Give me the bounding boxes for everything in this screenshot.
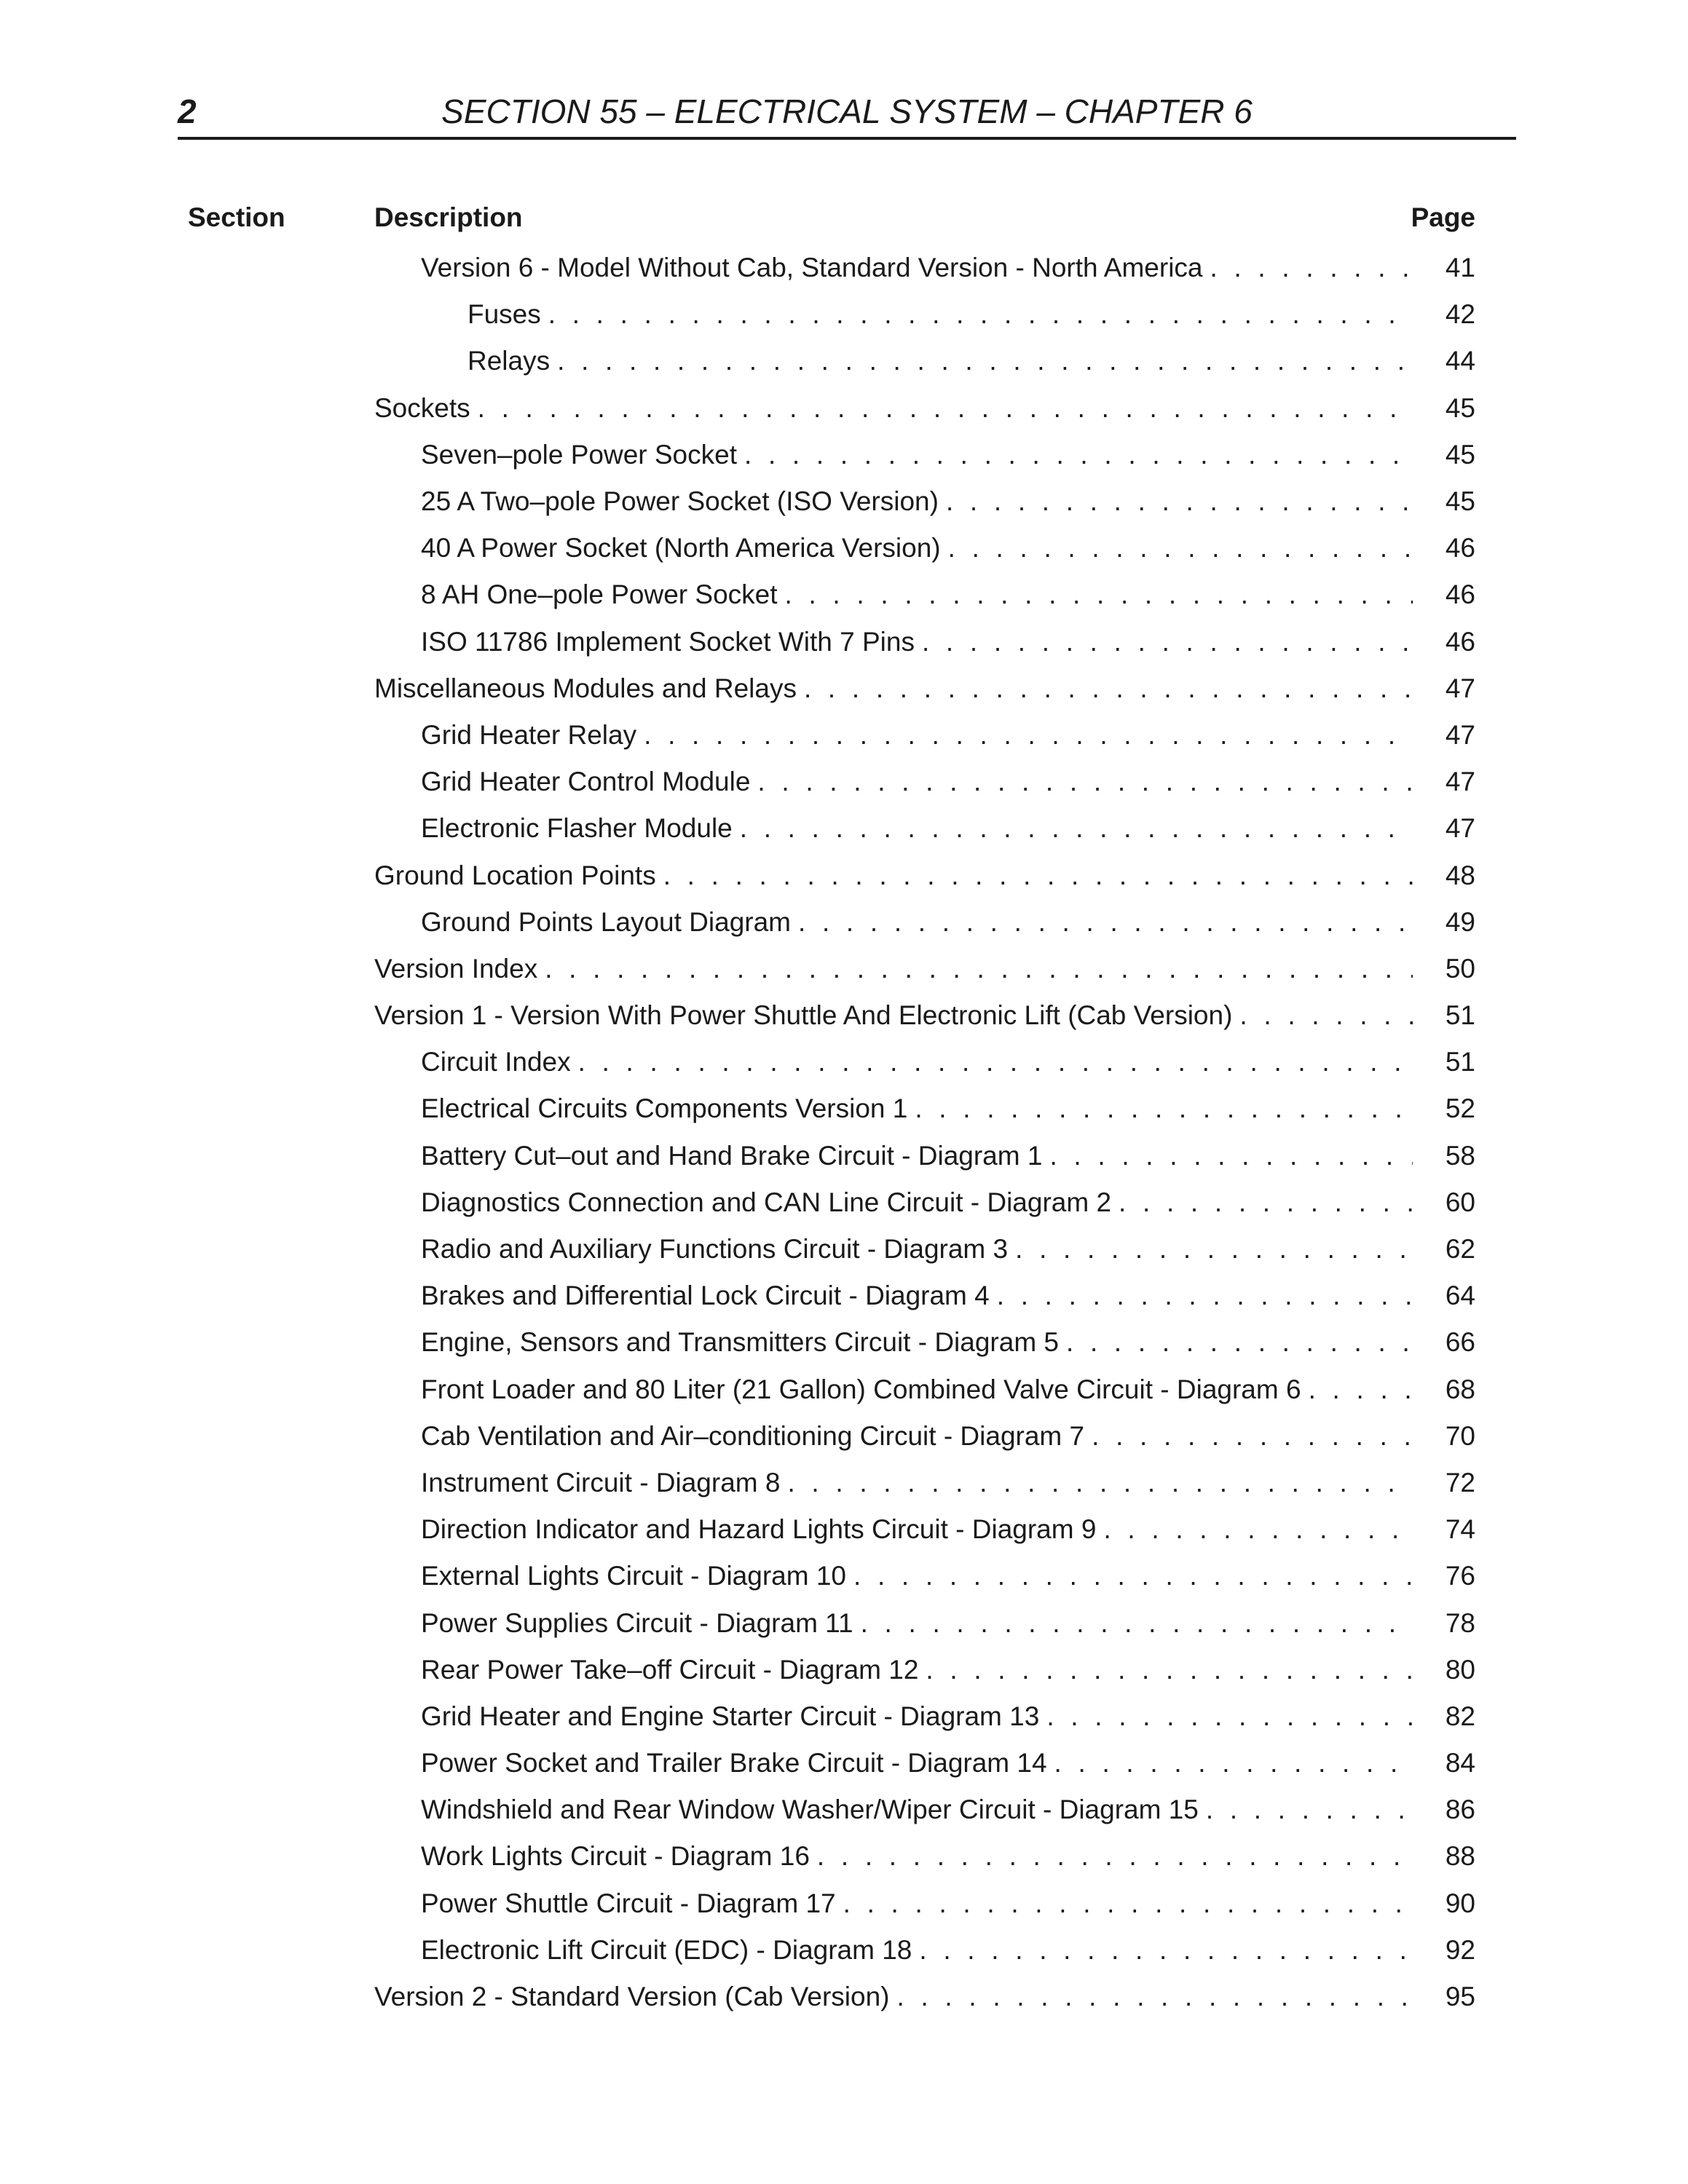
- dot-leader: [836, 1888, 1413, 1919]
- dot-leader: [907, 1093, 1413, 1124]
- toc-entry: [0, 1319, 1688, 1366]
- toc-entry: [0, 385, 1688, 432]
- toc-entry-page: 47: [1445, 719, 1475, 750]
- toc-entry: [0, 1133, 1688, 1179]
- toc-entry: [0, 665, 1688, 712]
- toc-entry-page: 84: [1445, 1748, 1475, 1779]
- dot-leader: [791, 907, 1413, 938]
- dot-leader: [1008, 1234, 1413, 1265]
- toc-entry: [0, 1693, 1688, 1740]
- toc-entry-title: 25 A Two–pole Power Socket (ISO Version): [421, 486, 939, 517]
- dot-leader: [550, 346, 1413, 376]
- toc-entry-page: 42: [1445, 299, 1475, 330]
- dot-leader: [846, 1561, 1413, 1591]
- toc-entry-title: Version 6 - Model Without Cab, Standard Version - North America: [421, 253, 1203, 283]
- dot-leader: [890, 1982, 1413, 2012]
- toc-entry: [0, 1787, 1688, 1833]
- toc-entry-title: Seven–pole Power Socket: [421, 439, 737, 470]
- toc-entry: [0, 1085, 1688, 1132]
- toc-entry-title: Direction Indicator and Hazard Lights Circuit - Diagram 9: [421, 1514, 1097, 1545]
- toc-entry-title: 8 AH One–pole Power Socket: [421, 579, 778, 610]
- toc-entry-page: 49: [1445, 906, 1475, 937]
- toc-entry-title: Front Loader and 80 Liter (21 Gallon) Combined Valve Circuit - Diagram 6: [421, 1374, 1301, 1404]
- toc-entry: [0, 1039, 1688, 1085]
- toc-entry-page: 88: [1445, 1841, 1475, 1872]
- dot-leader: [1301, 1374, 1413, 1405]
- dot-leader: [1042, 1141, 1413, 1171]
- toc-entry-page: 51: [1445, 1000, 1475, 1031]
- column-header-page: Page: [1411, 202, 1475, 232]
- toc-entry-page: 41: [1445, 253, 1475, 283]
- toc-entry: [0, 1273, 1688, 1319]
- toc-entry-title: Electrical Circuits Components Version 1: [421, 1093, 908, 1124]
- dot-leader: [797, 673, 1413, 704]
- toc-entry: [0, 1974, 1688, 2020]
- dot-leader: [1111, 1187, 1413, 1218]
- toc-entry: [0, 946, 1688, 992]
- toc-entry-page: 50: [1445, 953, 1475, 984]
- toc-entry: [0, 245, 1688, 291]
- toc-entry: [0, 1927, 1688, 1974]
- toc-entry-page: 45: [1445, 486, 1475, 517]
- dot-leader: [537, 954, 1413, 984]
- toc-entry-page: 47: [1445, 813, 1475, 844]
- toc-entry: [0, 571, 1688, 618]
- toc-entry-title: Power Socket and Trailer Brake Circuit - Diagram 14: [421, 1748, 1047, 1779]
- toc-entry-title: Cab Ventilation and Air–conditioning Circuit - Diagram 7: [421, 1420, 1085, 1451]
- toc-entry-title: 40 A Power Socket (North America Version): [421, 533, 941, 563]
- dot-leader: [778, 579, 1413, 610]
- toc-entry: [0, 619, 1688, 665]
- toc-entry-page: 46: [1445, 626, 1475, 657]
- toc-entry-page: 95: [1445, 1982, 1475, 2012]
- toc-entry-page: 45: [1445, 439, 1475, 470]
- toc-entry: [0, 432, 1688, 478]
- toc-entry: [0, 1553, 1688, 1599]
- dot-leader: [1203, 253, 1413, 283]
- toc-entry-title: Rear Power Take–off Circuit - Diagram 12: [421, 1654, 919, 1685]
- toc-entry: [0, 1460, 1688, 1506]
- toc-entry-page: 80: [1445, 1654, 1475, 1685]
- toc-entry-title: ISO 11786 Implement Socket With 7 Pins: [421, 626, 915, 657]
- toc-entry-title: Brakes and Differential Lock Circuit - Diagram 4: [421, 1281, 990, 1311]
- toc-entry-page: 70: [1445, 1420, 1475, 1451]
- dot-leader: [1084, 1421, 1413, 1452]
- toc-entry-page: 47: [1445, 767, 1475, 797]
- dot-leader: [541, 299, 1413, 330]
- toc-entry: [0, 805, 1688, 852]
- toc-entry-title: Ground Location Points: [374, 860, 656, 890]
- toc-entry-page: 92: [1445, 1934, 1475, 1965]
- toc-entry-page: 82: [1445, 1701, 1475, 1731]
- toc-entry-page: 74: [1445, 1514, 1475, 1545]
- toc-entry-title: Version 2 - Standard Version (Cab Version): [374, 1982, 890, 2012]
- dot-leader: [941, 533, 1413, 563]
- dot-leader: [470, 393, 1413, 424]
- toc-entry-title: Circuit Index: [421, 1047, 571, 1077]
- table-of-contents: [0, 245, 1688, 2020]
- toc-entry-title: Power Shuttle Circuit - Diagram 17: [421, 1888, 836, 1918]
- toc-entry: [0, 1413, 1688, 1460]
- toc-entry-page: 47: [1445, 673, 1475, 703]
- toc-entry: [0, 1226, 1688, 1273]
- toc-entry: [0, 525, 1688, 571]
- toc-entry: [0, 1880, 1688, 1927]
- toc-entry-page: 66: [1445, 1327, 1475, 1358]
- toc-entry-page: 72: [1445, 1467, 1475, 1497]
- toc-entry-title: Version 1 - Version With Power Shuttle And Electronic Lift (Cab Version): [374, 1000, 1233, 1031]
- toc-entry-title: Battery Cut–out and Hand Brake Circuit - Diagram 1: [421, 1140, 1043, 1171]
- toc-entry-title: Windshield and Rear Window Washer/Wiper Circuit - Diagram 15: [421, 1795, 1199, 1825]
- dot-leader: [750, 767, 1413, 797]
- toc-entry: [0, 478, 1688, 525]
- toc-entry: [0, 852, 1688, 898]
- toc-entry: [0, 291, 1688, 338]
- toc-entry-page: 78: [1445, 1607, 1475, 1638]
- dot-leader: [915, 627, 1413, 657]
- section-title: SECTION 55 – ELECTRICAL SYSTEM – CHAPTER 6: [441, 92, 1253, 130]
- toc-entry-title: Miscellaneous Modules and Relays: [374, 673, 797, 703]
- dot-leader: [853, 1608, 1413, 1639]
- dot-leader: [1039, 1701, 1413, 1732]
- toc-entry-page: 44: [1445, 346, 1475, 376]
- page-number: 2: [178, 92, 197, 130]
- toc-entry-title: Diagnostics Connection and CAN Line Circuit - Diagram 2: [421, 1187, 1112, 1217]
- toc-entry-title: Grid Heater and Engine Starter Circuit - Diagram 13: [421, 1701, 1040, 1731]
- dot-leader: [810, 1841, 1413, 1872]
- toc-entry-title: Relays: [468, 346, 551, 376]
- toc-entry: [0, 1647, 1688, 1693]
- dot-leader: [737, 440, 1413, 470]
- dot-leader: [636, 720, 1413, 751]
- toc-entry-page: 48: [1445, 860, 1475, 890]
- column-header-description: Description: [374, 202, 523, 232]
- toc-entry-title: Instrument Circuit - Diagram 8: [421, 1467, 781, 1497]
- toc-entry-title: External Lights Circuit - Diagram 10: [421, 1561, 846, 1591]
- toc-entry-page: 60: [1445, 1187, 1475, 1217]
- toc-entry-title: Ground Points Layout Diagram: [421, 906, 791, 937]
- toc-entry-title: Work Lights Circuit - Diagram 16: [421, 1841, 810, 1872]
- toc-entry: [0, 992, 1688, 1039]
- toc-entry: [0, 1179, 1688, 1226]
- dot-leader: [912, 1935, 1413, 1966]
- toc-entry: [0, 1740, 1688, 1787]
- toc-entry-page: 76: [1445, 1561, 1475, 1591]
- toc-entry-title: Radio and Auxiliary Functions Circuit - Diagram 3: [421, 1234, 1009, 1265]
- toc-entry-page: 46: [1445, 579, 1475, 610]
- dot-leader: [571, 1047, 1413, 1077]
- toc-entry-page: 64: [1445, 1281, 1475, 1311]
- toc-entry-page: 90: [1445, 1888, 1475, 1918]
- toc-entry-title: Sockets: [374, 392, 470, 423]
- toc-entry-title: Electronic Lift Circuit (EDC) - Diagram 18: [421, 1934, 912, 1965]
- toc-entry-title: Grid Heater Relay: [421, 719, 637, 750]
- toc-entry-title: Power Supplies Circuit - Diagram 11: [421, 1607, 853, 1638]
- toc-entry-title: Fuses: [468, 299, 541, 330]
- column-headers: [0, 202, 1688, 239]
- toc-entry-title: Electronic Flasher Module: [421, 813, 733, 844]
- toc-entry-page: 51: [1445, 1047, 1475, 1077]
- dot-leader: [990, 1281, 1413, 1311]
- dot-leader: [1199, 1795, 1413, 1825]
- toc-entry: [0, 759, 1688, 805]
- toc-entry-page: 62: [1445, 1234, 1475, 1265]
- dot-leader: [1232, 1000, 1413, 1031]
- dot-leader: [780, 1468, 1413, 1498]
- dot-leader: [918, 1655, 1413, 1685]
- dot-leader: [1096, 1514, 1413, 1545]
- toc-entry-title: Version Index: [374, 953, 538, 984]
- column-header-section: Section: [188, 202, 285, 232]
- dot-leader: [656, 860, 1413, 891]
- toc-entry: [0, 1599, 1688, 1646]
- dot-leader: [1047, 1748, 1413, 1779]
- dot-leader: [733, 813, 1413, 844]
- toc-entry: [0, 1506, 1688, 1553]
- toc-entry-page: 45: [1445, 392, 1475, 423]
- toc-entry: [0, 712, 1688, 759]
- dot-leader: [939, 486, 1413, 517]
- toc-entry-title: Engine, Sensors and Transmitters Circuit - Diagram 5: [421, 1327, 1060, 1358]
- dot-leader: [1059, 1327, 1413, 1358]
- toc-entry-page: 58: [1445, 1140, 1475, 1171]
- toc-entry-page: 52: [1445, 1093, 1475, 1124]
- toc-entry-page: 46: [1445, 533, 1475, 563]
- toc-entry: [0, 338, 1688, 384]
- toc-entry: [0, 1833, 1688, 1880]
- toc-entry: [0, 1366, 1688, 1413]
- page-header: [178, 82, 1516, 140]
- toc-entry-page: 86: [1445, 1795, 1475, 1825]
- toc-entry-page: 68: [1445, 1374, 1475, 1404]
- toc-entry-title: Grid Heater Control Module: [421, 767, 751, 797]
- toc-entry: [0, 899, 1688, 946]
